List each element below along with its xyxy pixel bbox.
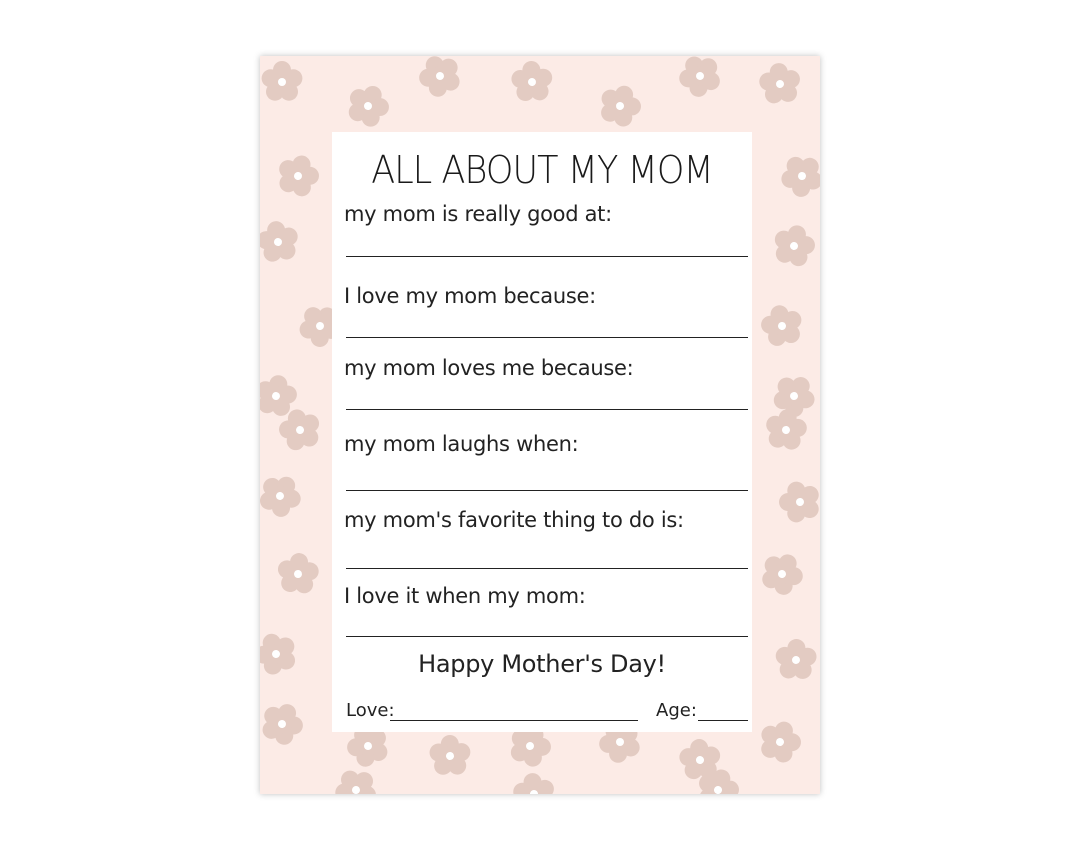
flower-icon — [262, 61, 303, 101]
flower-icon — [260, 625, 305, 682]
prompt-favorite-thing: my mom's favorite thing to do is: — [344, 508, 684, 532]
love-signature-line[interactable] — [390, 720, 638, 721]
page-title: ALL ABOUT MY MOM — [371, 148, 713, 192]
age-label: Age: — [656, 700, 697, 721]
flower-icon — [260, 214, 306, 268]
answer-line-good-at[interactable] — [346, 256, 748, 257]
flower-icon — [594, 79, 646, 130]
flower-icon — [775, 638, 817, 679]
flower-icon — [273, 150, 324, 200]
flower-icon — [773, 473, 820, 529]
age-line[interactable] — [698, 720, 748, 721]
flower-icon — [756, 298, 811, 353]
flower-icon — [260, 467, 308, 522]
flower-icon — [763, 406, 809, 451]
prompt-laughs-when: my mom laughs when: — [344, 432, 579, 456]
prompt-love-it-when: I love it when my mom: — [344, 584, 586, 608]
worksheet-sheet — [260, 56, 820, 794]
answer-line-loves-me-because[interactable] — [346, 409, 748, 410]
flower-icon — [508, 767, 561, 794]
prompt-loves-me-because: my mom loves me because: — [344, 356, 634, 380]
flower-icon — [260, 696, 309, 749]
flower-icon — [412, 56, 469, 104]
flower-icon — [507, 56, 559, 108]
flower-icon — [342, 79, 395, 131]
answer-line-laughs-when[interactable] — [346, 490, 748, 491]
closing-message: Happy Mother's Day! — [418, 650, 666, 678]
flower-icon — [755, 57, 808, 110]
flower-icon — [328, 761, 385, 794]
prompt-love-because: I love my mom because: — [344, 284, 596, 308]
flower-icon — [672, 56, 729, 104]
answer-line-love-it-when[interactable] — [346, 636, 748, 637]
flower-icon — [276, 551, 320, 594]
worksheet-panel — [332, 132, 752, 732]
love-label: Love: — [346, 700, 395, 721]
answer-line-favorite-thing[interactable] — [346, 568, 748, 569]
flower-icon — [774, 147, 820, 204]
flower-icon — [755, 546, 810, 600]
answer-line-love-because[interactable] — [346, 337, 748, 338]
prompt-good-at: my mom is really good at: — [344, 202, 612, 226]
flower-icon — [770, 221, 819, 269]
flower-icon — [426, 730, 477, 782]
flower-icon — [755, 716, 807, 767]
